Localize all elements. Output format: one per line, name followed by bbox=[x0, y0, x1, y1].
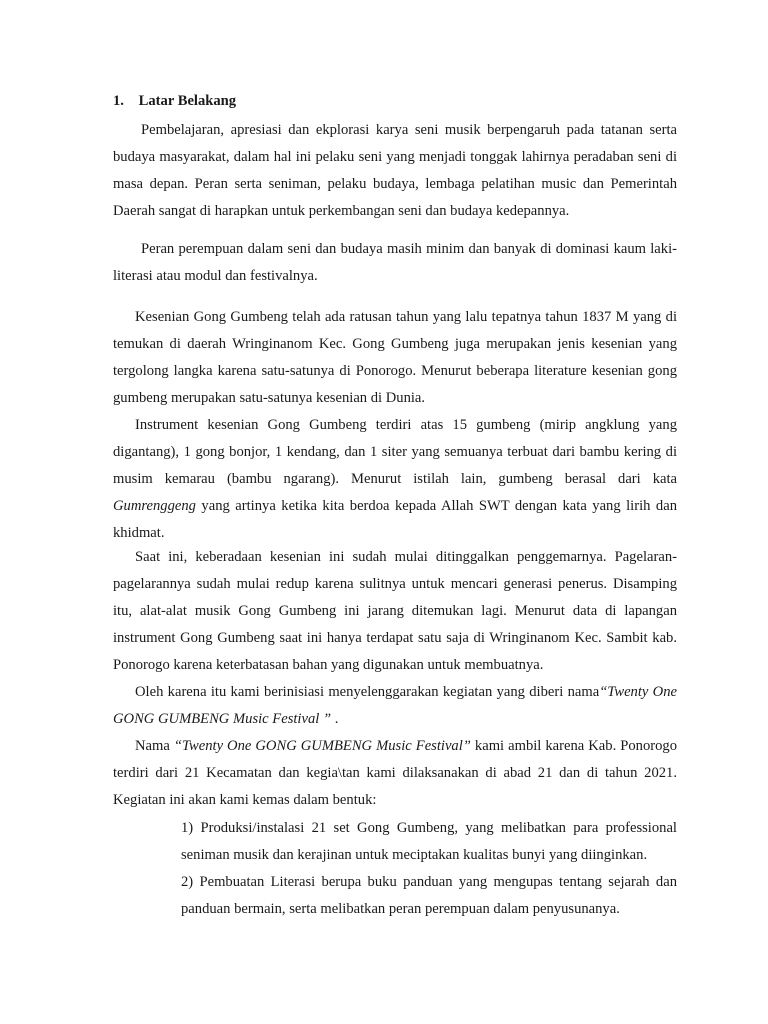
gumrenggeng-term: Gumrenggeng bbox=[113, 498, 196, 514]
instrument-text-end: yang artinya ketika kita berdoa kepada Allah SWT dengan kata yang lirih dan khidmat. bbox=[113, 498, 677, 541]
paragraph-pembelajaran: Pembelajaran, apresiasi dan ekplorasi karya seni musik berpengaruh pada tatanan serta budaya masyarakat, dalam hal ini pelaku seni yang menjadi tonggak lahirnya peradaban seni di masa depan. Peran serta seniman, pelaku budaya, lembaga pelatihan music dan Pemerintah Daerah sangat di harapkan untuk perkembangan seni dan budaya kedepannya. bbox=[113, 122, 677, 219]
section-title: Latar Belakang bbox=[138, 93, 237, 109]
list-item-produksi: 1) Produksi/instalasi 21 set Gong Gumbeng, yang melibatkan para professional seniman musik dan kerajinan untuk meciptakan kualitas bunyi yang diinginkan. bbox=[181, 820, 677, 863]
paragraph-instrument bbox=[113, 412, 677, 547]
list-item-literasi: 2) Pembuatan Literasi berupa buku panduan yang mengupas tentang sejarah dan panduan bermain, serta melibatkan peran perempuan dalam penyusunanya. bbox=[181, 874, 677, 917]
festival-intro-text: Oleh karena itu kami berinisiasi menyelenggarakan kegiatan yang diberi nama bbox=[135, 684, 600, 700]
paragraph-peran-perempuan: Peran perempuan dalam seni dan budaya masih minim dan banyak di dominasi kaum laki- literasi atau modul dan festivalnya. bbox=[113, 241, 677, 284]
paragraph-oleh-karena-itu bbox=[113, 679, 677, 733]
paragraph-kesenian-gong-gumbeng: Kesenian Gong Gumbeng telah ada ratusan tahun yang lalu tepatnya tahun 1837 M yang di temukan di daerah Wringinanom Kec. Gong Gumbeng juga merupakan jenis kesenian yang tergolong langka karena satu-satunya di Ponorogo. Menurut beberapa literature kesenian gong gumbeng merupakan satu-satunya kesenian di Dunia. bbox=[113, 309, 677, 406]
paragraph-saat-ini: Saat ini, keberadaan kesenian ini sudah mulai ditinggalkan penggemarnya. Pagelaran-pagelarannya sudah mulai redup karena sulitnya untuk mencari generasi penerus. Disamping itu, alat-alat musik Gong Gumbeng ini jarang ditemukan lagi. Menurut data di lapangan instrument Gong Gumbeng saat ini hanya terdapat satu saja di Wringinanom Kec. Sambit kab. Ponorogo karena keterbatasan bahan yang digunakan untuk membuatnya. bbox=[113, 549, 677, 673]
instrument-text-start: Instrument kesenian Gong Gumbeng terdiri atas 15 gumbeng (mirip angklung yang digantang), 1 gong bonjor, 1 kendang, dan 1 siter yang semuanya terbuat dari bambu kering di musim kemarau (bambu ngarang). Menurut istilah lain, gumbeng berasal dari kata bbox=[113, 417, 677, 487]
paragraph-nama-festival bbox=[113, 733, 677, 814]
nama-text-start: Nama bbox=[135, 738, 174, 754]
festival-intro-end: . bbox=[331, 711, 339, 727]
festival-name: “Twenty One GONG GUMBENG Music Festival ” bbox=[113, 684, 677, 727]
nama-text-end: kami ambil karena Kab. Ponorogo terdiri dari 21 Kecamatan dan kegia\tan kami dilaksanakan di abad 21 dan di tahun 2021. Kegiatan ini akan kami kemas dalam bentuk: bbox=[113, 738, 677, 808]
section-number: 1. bbox=[113, 93, 124, 109]
section-heading bbox=[113, 93, 236, 110]
festival-name-repeat: “Twenty One GONG GUMBENG Music Festival” bbox=[173, 738, 471, 754]
